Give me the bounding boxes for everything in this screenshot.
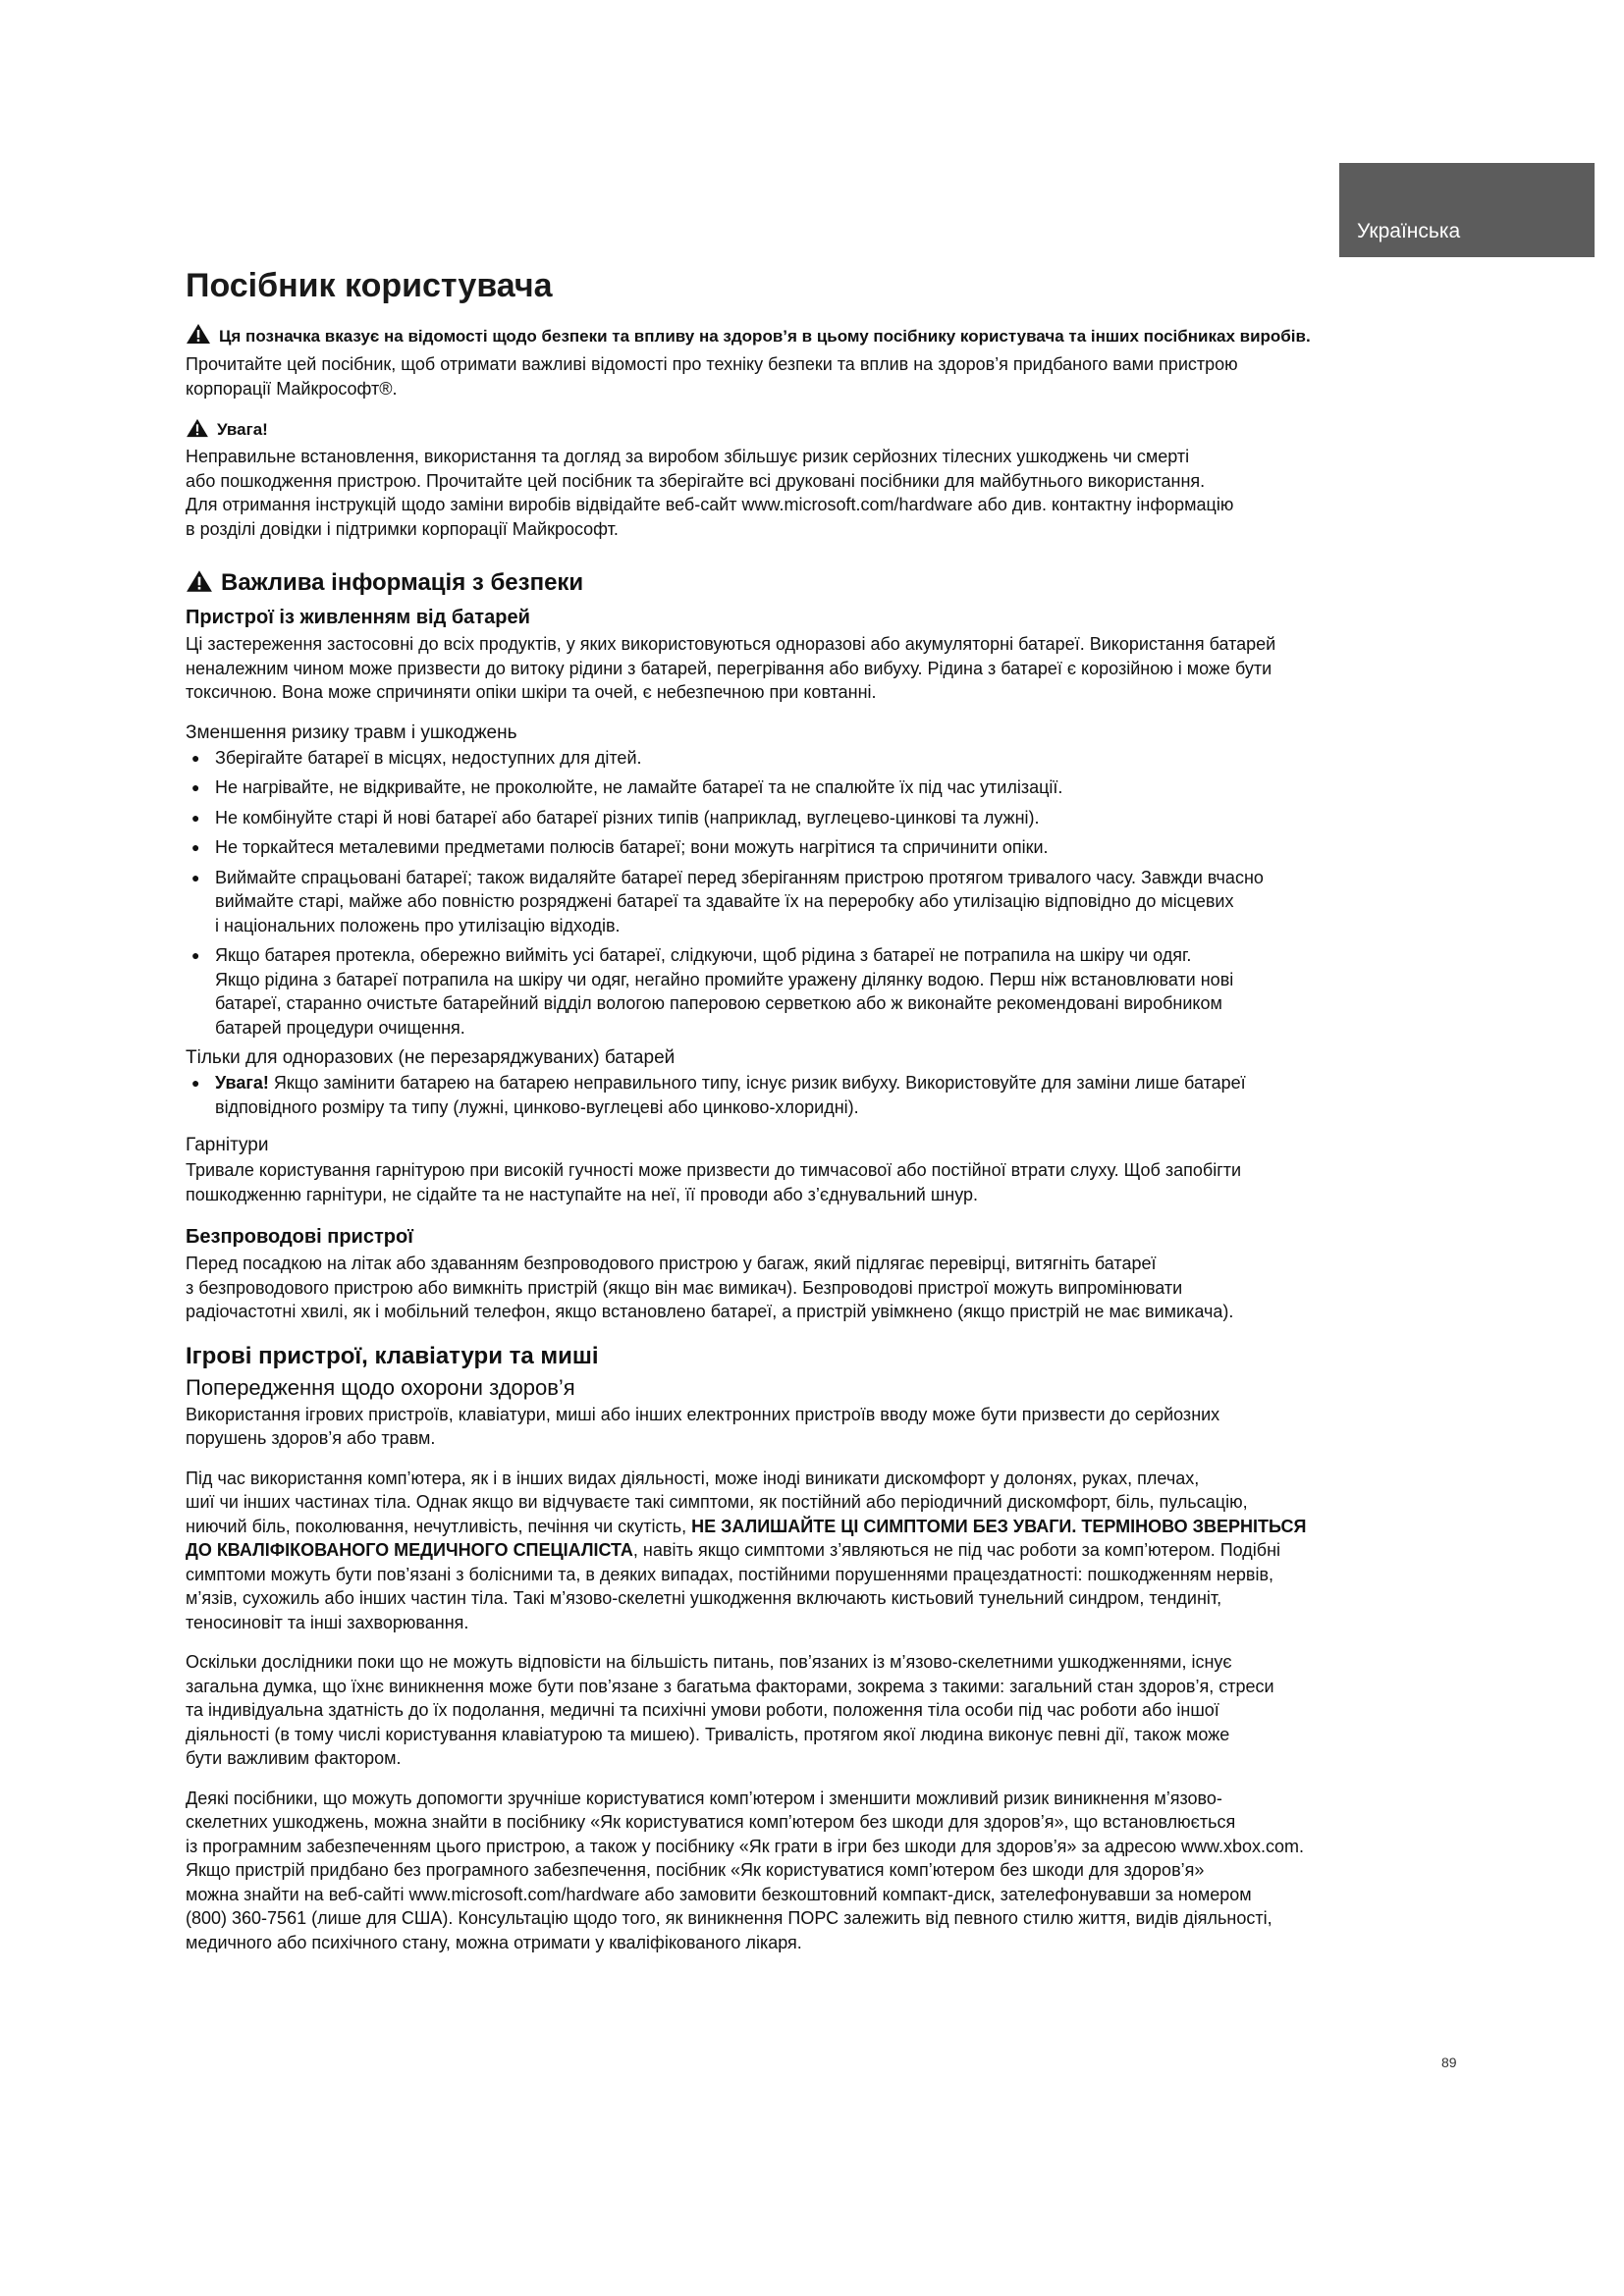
list-item (215, 943, 1462, 1040)
page-content (186, 267, 1462, 1954)
list-item (215, 1071, 1462, 1119)
warning-triangle-icon (186, 323, 211, 352)
headsets-line: Тривале користування гарнітурою при високій гучності може призвести до тимчасової або постійної втрати слуху. Щоб запобігти (186, 1160, 1242, 1180)
page-title: Посібник користувача (186, 267, 553, 304)
caution-line: або пошкодження пристрою. Прочитайте цей посібник та зберігайте всі друковані посібники для майбутнього використання. (186, 470, 1206, 491)
battery-heading: Пристрої із живленням від батарей (186, 607, 530, 628)
list-item-line: Не торкайтеся металевими предметами полюсів батареї; вони можуть нагрітися та спричинити опіки. (215, 837, 1049, 857)
list-item-line: Зберігайте батареї в місцях, недоступних для дітей. (215, 747, 642, 768)
paragraph-line: (800) 360-7561 (лише для США). Консультацію щодо того, як виникнення ПОРС залежить від певного стилю життя, видів діяльності, (186, 1908, 1272, 1928)
caution-heading (186, 418, 1462, 443)
paragraph-line: симптоми можуть бути пов’язані з болісними та, в деяких випадах, постійними порушеннями працездатності: пошкодженням нервів, (186, 1564, 1274, 1584)
emphasis-text: ДО КВАЛІФІКОВАНОГО МЕДИЧНОГО СПЕЦІАЛІСТА (186, 1540, 633, 1560)
single-use-heading: Тільки для одноразових (не перезаряджуваних) батарей (186, 1047, 676, 1068)
list-item-line: Не нагрівайте, не відкривайте, не проколюйте, не ламайте батареї та не спалюйте їх під час утилізації. (215, 777, 1063, 797)
paragraph-line: скелетних ушкоджень, можна знайти в посібнику «Як користуватися комп’ютером без шкоди для здоров’я», що встановлюється (186, 1812, 1236, 1832)
caution-line: Неправильне встановлення, використання та догляд за виробом збільшує ризик серйозних тілесних ушкоджень чи смерті (186, 447, 1190, 466)
paragraph-line: загальна думка, що їхнє виникнення може бути пов’язане з багатьма факторами, зокрема з такими: загальний стан здоров’я, стреси (186, 1676, 1274, 1696)
health-intro (186, 1403, 1462, 1451)
warning-lead (186, 323, 1462, 352)
list-item (215, 835, 1462, 860)
paragraph-line: теносиновіт та інші захворювання. (186, 1612, 469, 1632)
paragraph-line: бути важливим фактором. (186, 1748, 402, 1768)
health-line: порушень здоров’я або травм. (186, 1428, 436, 1448)
caution-line: в розділі довідки і підтримки корпорації Майкрософт. (186, 518, 619, 539)
intro-line: Прочитайте цей посібник, щоб отримати важливі відомості про техніку безпеки та вплив на здоров’я придбаного вами пристрою (186, 354, 1238, 374)
health-paragraph-3 (186, 1787, 1462, 1955)
headsets-heading: Гарнітури (186, 1135, 269, 1155)
paragraph-line: із програмним забезпеченням цього пристрою, а також у посібнику «Як грати в ігри без шкоди для здоров’я» за адресою www.xbox.com. (186, 1836, 1304, 1856)
list-item-line: і національних положень про утилізацію відходів. (215, 915, 621, 935)
list-item-line: батареї, старанно очистьте батарейний відділ вологою паперовою серветкою або ж виконайте рекомендовані виробником (215, 993, 1222, 1013)
list-item-line: Якщо рідина з батареї потрапила на шкіру чи одяг, негайно промийте уражену ділянку водою. Перш ніж встановлювати нові (215, 969, 1234, 989)
paragraph-line: можна знайти на веб-сайті www.microsoft.com/hardware або замовити безкоштовний компакт-диск, зателефонувавши за номером (186, 1884, 1252, 1904)
headsets-line: пошкодженню гарнітури, не сідайте та не наступайте на неї, її проводи або з’єднувальний шнур. (186, 1184, 979, 1204)
emphasis-text: НЕ ЗАЛИШАЙТЕ ЦІ СИМПТОМИ БЕЗ УВАГИ. ТЕРМІНОВО ЗВЕРНІТЬСЯ (691, 1516, 1307, 1536)
headsets-text (186, 1158, 1462, 1206)
list-item-line: Якщо батарея протекла, обережно вийміть усі батареї, слідкуючи, щоб рідина з батареї не потрапила на шкіру чи одяг. (215, 945, 1192, 965)
wireless-line: радіочастотні хвилі, як і мобільний телефон, якщо встановлено батареї, а пристрій увімкнено (якщо пристрій не має вимикача). (186, 1302, 1234, 1321)
caution-title: Увага! (217, 420, 268, 439)
reduce-risk-list (186, 746, 1462, 1041)
health-line: Використання ігрових пристроїв, клавіатури, миші або інших електронних пристроїв вводу може бути призвести до серйозних (186, 1404, 1220, 1424)
gaming-heading: Ігрові пристрої, клавіатури та миші (186, 1342, 599, 1369)
caution-line: Для отримання інструкцій щодо заміни виробів відвідайте веб-сайт www.microsoft.com/hardware або див. контактну інформацію (186, 495, 1234, 514)
safety-heading-text: Важлива інформація з безпеки (221, 569, 584, 596)
list-item-line: Виймайте спрацьовані батареї; також видаляйте батареї перед зберіганням пристрою протягом тривалого часу. Завжди вчасно (215, 867, 1264, 887)
page-number: 89 (1441, 2055, 1457, 2070)
single-use-warning-label: Увага! (215, 1073, 269, 1093)
list-item (215, 775, 1462, 800)
wireless-line: з безпроводового пристрою або вимкніть пристрій (якщо він має вимикач). Безпроводові пристрої можуть випромінювати (186, 1277, 1183, 1298)
battery-line: неналежним чином може призвести до витоку рідини з батарей, перегрівання або вибуху. Рідина з батареї є корозійною і може бути (186, 658, 1272, 678)
paragraph-line: діяльності (в тому числі користування клавіатурою та мишею). Тривалість, протягом якої людина виконує певні дії, також може (186, 1724, 1230, 1744)
caution-text (186, 445, 1462, 541)
list-item-line: Якщо замінити батарею на батарею неправильного типу, існує ризик вибуху. Використовуйте для заміни лише батареї (268, 1073, 1246, 1093)
paragraph-line: та індивідуальна здатність до їх подолання, медичні та психічні умови роботи, положення тіла особи під час роботи або іншої (186, 1700, 1219, 1720)
health-paragraph-1 (186, 1467, 1462, 1635)
list-item (215, 806, 1462, 830)
paragraph-line: шиї чи інших частинах тіла. Однак якщо ви відчуваєте такі симптоми, як постійний або періодичний дискомфорт, біль, пульсацію, (186, 1492, 1248, 1512)
intro-text (186, 352, 1462, 400)
list-item-line: батарей процедури очищення. (215, 1017, 465, 1038)
health-warning-heading: Попередження щодо охорони здоров’я (186, 1374, 575, 1400)
paragraph-line: Оскільки дослідники поки що не можуть відповісти на більшість питань, пов’язаних із м’язово-скелетними ушкодженнями, існує (186, 1652, 1232, 1672)
language-tab: Українська (1339, 163, 1595, 257)
list-item (215, 746, 1462, 771)
warning-triangle-icon (186, 418, 209, 443)
paragraph-line: ниючий біль, поколювання, нечутливість, печіння чи скутість, (186, 1516, 692, 1536)
wireless-heading: Безпроводові пристрої (186, 1226, 413, 1248)
paragraph-line: медичного або психічного стану, можна отримати у кваліфікованого лікаря. (186, 1932, 802, 1952)
wireless-text (186, 1252, 1462, 1324)
wireless-line: Перед посадкою на літак або здаванням безпроводового пристрою у багаж, який підлягає перевірці, витягніть батареї (186, 1254, 1157, 1273)
list-item-line: виймайте старі, майже або повністю розряджені батареї та здавайте їх на переробку або утилізацію відповідно до місцевих (215, 891, 1234, 911)
paragraph-line: , навіть якщо симптоми з’являються не під час роботи за комп’ютером. Подібні (632, 1540, 1281, 1560)
list-item (215, 866, 1462, 938)
list-item-line: відповідного розміру та типу (лужні, цинково-вуглецеві або цинково-хлоридні). (215, 1096, 859, 1117)
safety-heading (186, 566, 1462, 603)
reduce-risk-heading: Зменшення ризику травм і ушкоджень (186, 721, 517, 743)
paragraph-line: м’язів, сухожиль або інших частин тіла. Такі м’язово-скелетні ушкодження включають кистьовий тунельний синдром, тендиніт, (186, 1588, 1222, 1608)
paragraph-line: Деякі посібники, що можуть допомогти зручніше користуватися комп’ютером і зменшити можливий ризик виникнення м’язово- (186, 1788, 1222, 1808)
single-use-list (186, 1071, 1462, 1119)
intro-line: корпорації Майкрософт®. (186, 378, 398, 399)
battery-line: Ці застереження застосовні до всіх продуктів, у яких використовуються одноразові або акумуляторні батареї. Використання батарей (186, 634, 1276, 654)
paragraph-line: Якщо пристрій придбано без програмного забезпечення, посібник «Як користуватися комп’ютером без шкоди для здоров’я» (186, 1860, 1205, 1880)
battery-line: токсичною. Вона може спричиняти опіки шкіри та очей, є небезпечною при ковтанні. (186, 682, 877, 702)
health-paragraph-2 (186, 1650, 1462, 1771)
battery-text (186, 632, 1462, 705)
warning-triangle-icon (186, 569, 213, 603)
paragraph-line: Під час використання комп’ютера, як і в інших видах діяльності, може іноді виникати дискомфорт у долонях, руках, плечах, (186, 1468, 1200, 1488)
list-item-line: Не комбінуйте старі й нові батареї або батареї різних типів (наприклад, вуглецево-цинкові та лужні). (215, 807, 1040, 828)
warning-lead-text: Ця позначка вказує на відомості щодо безпеки та впливу на здоров’я в цьому посібнику користувача та інших посібниках виробів. (219, 327, 1311, 346)
